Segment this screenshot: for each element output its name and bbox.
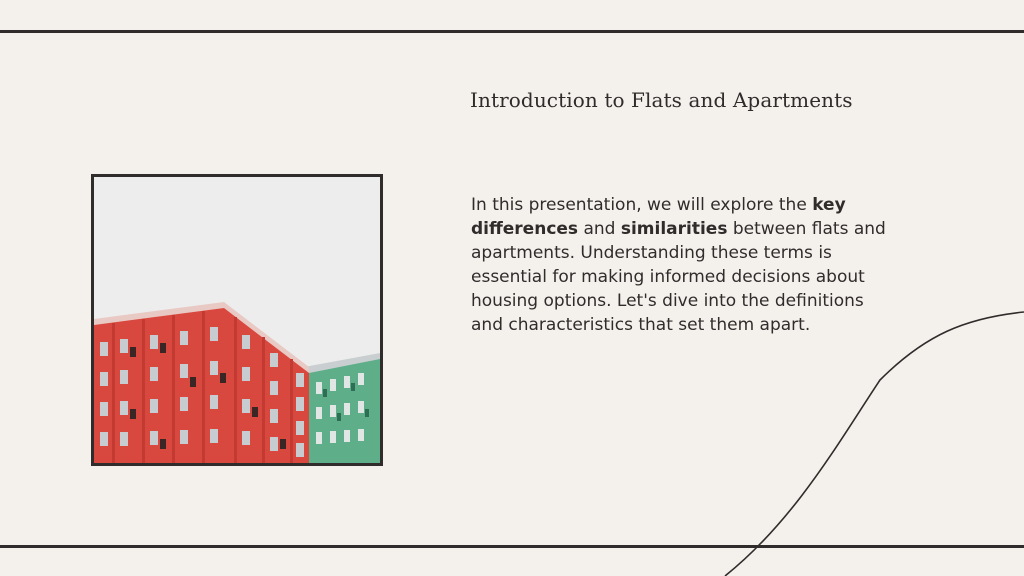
highlight-key-differences: key differences <box>471 195 846 239</box>
intro-paragraph <box>471 193 901 337</box>
building-photo <box>91 174 383 466</box>
apartment-building-illustration <box>94 177 380 463</box>
slide-title: Introduction to Flats and Apartments <box>470 88 853 112</box>
bottom-divider-line <box>0 545 1024 548</box>
highlight-similarities: similarities <box>620 219 728 239</box>
intro-text-part-2: and <box>578 219 621 239</box>
intro-text-part-1: In this presentation, we will explore the <box>471 195 813 215</box>
top-divider-line <box>0 30 1024 33</box>
intro-text-part-3: between flats and apartments. Understanding these terms is essential for making informed decisions about housing options. Let's dive into the definitions and characteristics that set them apart. <box>471 219 886 335</box>
